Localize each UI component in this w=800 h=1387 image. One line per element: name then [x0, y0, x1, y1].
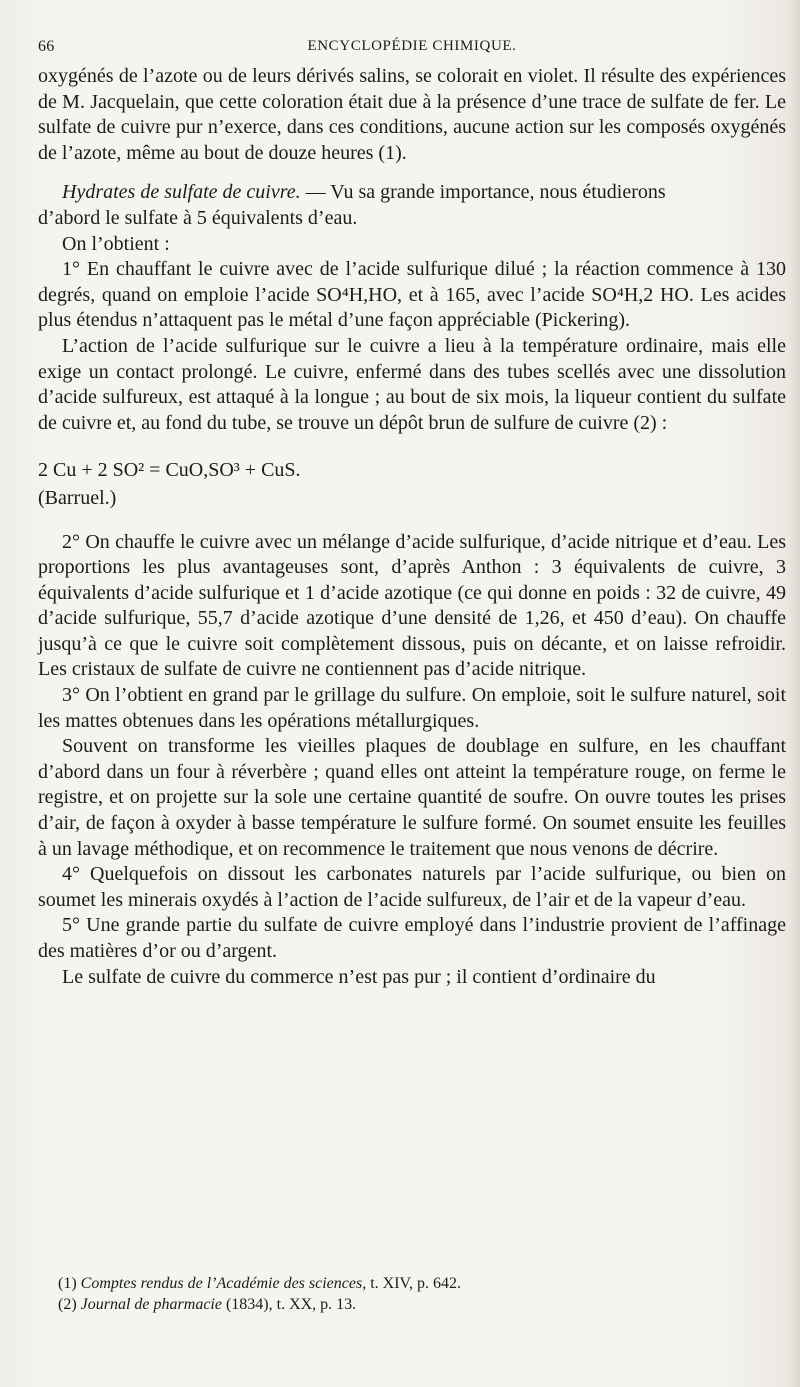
- paragraph-method-2: 2° On chauffe le cuivre avec un mélange d’acide sulfurique, d’acide nitrique et d’eau. Les proportions les plus avantageuses sont, d’après Anthon : 3 équivalents de cuivre, 3 équivalents d’acide sulfurique et 1 d’acide azotique (ce qui donne en poids : 32 de cuivre, 49 d’acide sulfurique, 55,7 d’acide azotique d’une densité de 1,26, et 450 d’eau). On chauffe jusqu’à ce que le cuivre soit complètement dissous, puis on décante, et on laisse refroidir. Les cristaux de sulfate de cuivre ne contiennent pas d’acide nitrique.: [38, 530, 786, 681]
- footnote-marker: (1): [58, 1275, 81, 1292]
- paragraph-method-3: 3° On l’obtient en grand par le grillage du sulfure. On emploie, soit le sulfure naturel, soit les mattes obtenues dans les opérations métallurgiques.: [38, 684, 786, 732]
- footnote: [58, 1294, 786, 1315]
- footnote-marker: (2): [58, 1296, 81, 1313]
- paragraph-method-1: 1° En chauffant le cuivre avec de l’acide sulfurique dilué ; la réaction commence à 130 degrés, quand on emploie l’acide SO⁴H,HO, et à 165, avec l’acide SO⁴H,2 HO. Les acides plus étendus n’attaquent pas le métal d’une façon appréciable (Pickering).: [38, 258, 786, 332]
- chemical-equation: 2 Cu + 2 SO² = CuO,SO³ + CuS.: [38, 459, 301, 482]
- paragraph-method-5: 5° Une grande partie du sulfate de cuivre employé dans l’industrie provient de l’affinage des matières d’or ou d’argent.: [38, 914, 786, 962]
- page-edge-shadow: [788, 0, 800, 1387]
- paragraph-continuation: oxygénés de l’azote ou de leurs dérivés salins, se colorait en violet. Il résulte des expériences de M. Jacquelain, que cette coloration était due à la présence d’une trace de sulfate de fer. Le sulfate de cuivre pur n’exerce, dans ces conditions, aucune action sur les composés oxygénés de l’azote, même au bout de douze heures (1).: [38, 65, 786, 164]
- paragraph: Le sulfate de cuivre du commerce n’est pas pur ; il contient d’ordinaire du: [62, 965, 656, 988]
- section-title: Hydrates de sulfate de cuivre.: [62, 181, 301, 204]
- section-intro: — Vu sa grande importance, nous étudierons: [300, 181, 666, 204]
- footnote-ref: (1834), t. XX, p. 13.: [221, 1296, 357, 1313]
- footnote-source: Comptes rendus de l’Académie des sciences,: [80, 1275, 367, 1292]
- paragraph: d’abord le sulfate à 5 équivalents d’eau.: [38, 206, 358, 229]
- footnote: [58, 1273, 786, 1294]
- section-heading-paragraph: [38, 180, 786, 206]
- footnotes: [58, 1273, 786, 1315]
- footnote-source: Journal de pharmacie: [80, 1296, 222, 1313]
- body-text: [38, 64, 786, 990]
- running-title: ENCYCLOPÉDIE CHIMIQUE.: [307, 38, 517, 54]
- page-number: 66: [38, 38, 55, 55]
- paragraph: L’action de l’acide sulfurique sur le cuivre a lieu à la température ordinaire, mais elle exige un contact prolongé. Le cuivre, enfermé dans des tubes scellés avec une dissolution d’acide sulfureux, est attaqué à la longue ; au bout de six mois, la liqueur contient du sulfate de cuivre et, au fond du tube, se trouve un dépôt brun de sulfure de cuivre (2) :: [38, 334, 786, 434]
- paragraph: On l’obtient :: [62, 232, 170, 255]
- equation-attribution: (Barruel.): [38, 486, 117, 509]
- paragraph-method-4: 4° Quelquefois on dissout les carbonates naturels par l’acide sulfurique, ou bien on soumet les minerais oxydés à l’action de l’acide sulfureux, de l’air et de la vapeur d’eau.: [38, 863, 786, 911]
- paragraph: Souvent on transforme les vieilles plaques de doublage en sulfure, en les chauffant d’abord dans un four à réverbère ; quand elles ont atteint la température rouge, on ferme le registre, et on projette sur la sole une certaine quantité de soufre. On ouvre toutes les prises d’air, de façon à oxyder à basse température le sulfure formé. On soumet ensuite les feuilles à un lavage méthodique, et on recommence le traitement que nous venons de décrire.: [38, 735, 786, 860]
- footnote-ref: t. XIV, p. 642.: [366, 1275, 462, 1292]
- page-header: [38, 38, 786, 64]
